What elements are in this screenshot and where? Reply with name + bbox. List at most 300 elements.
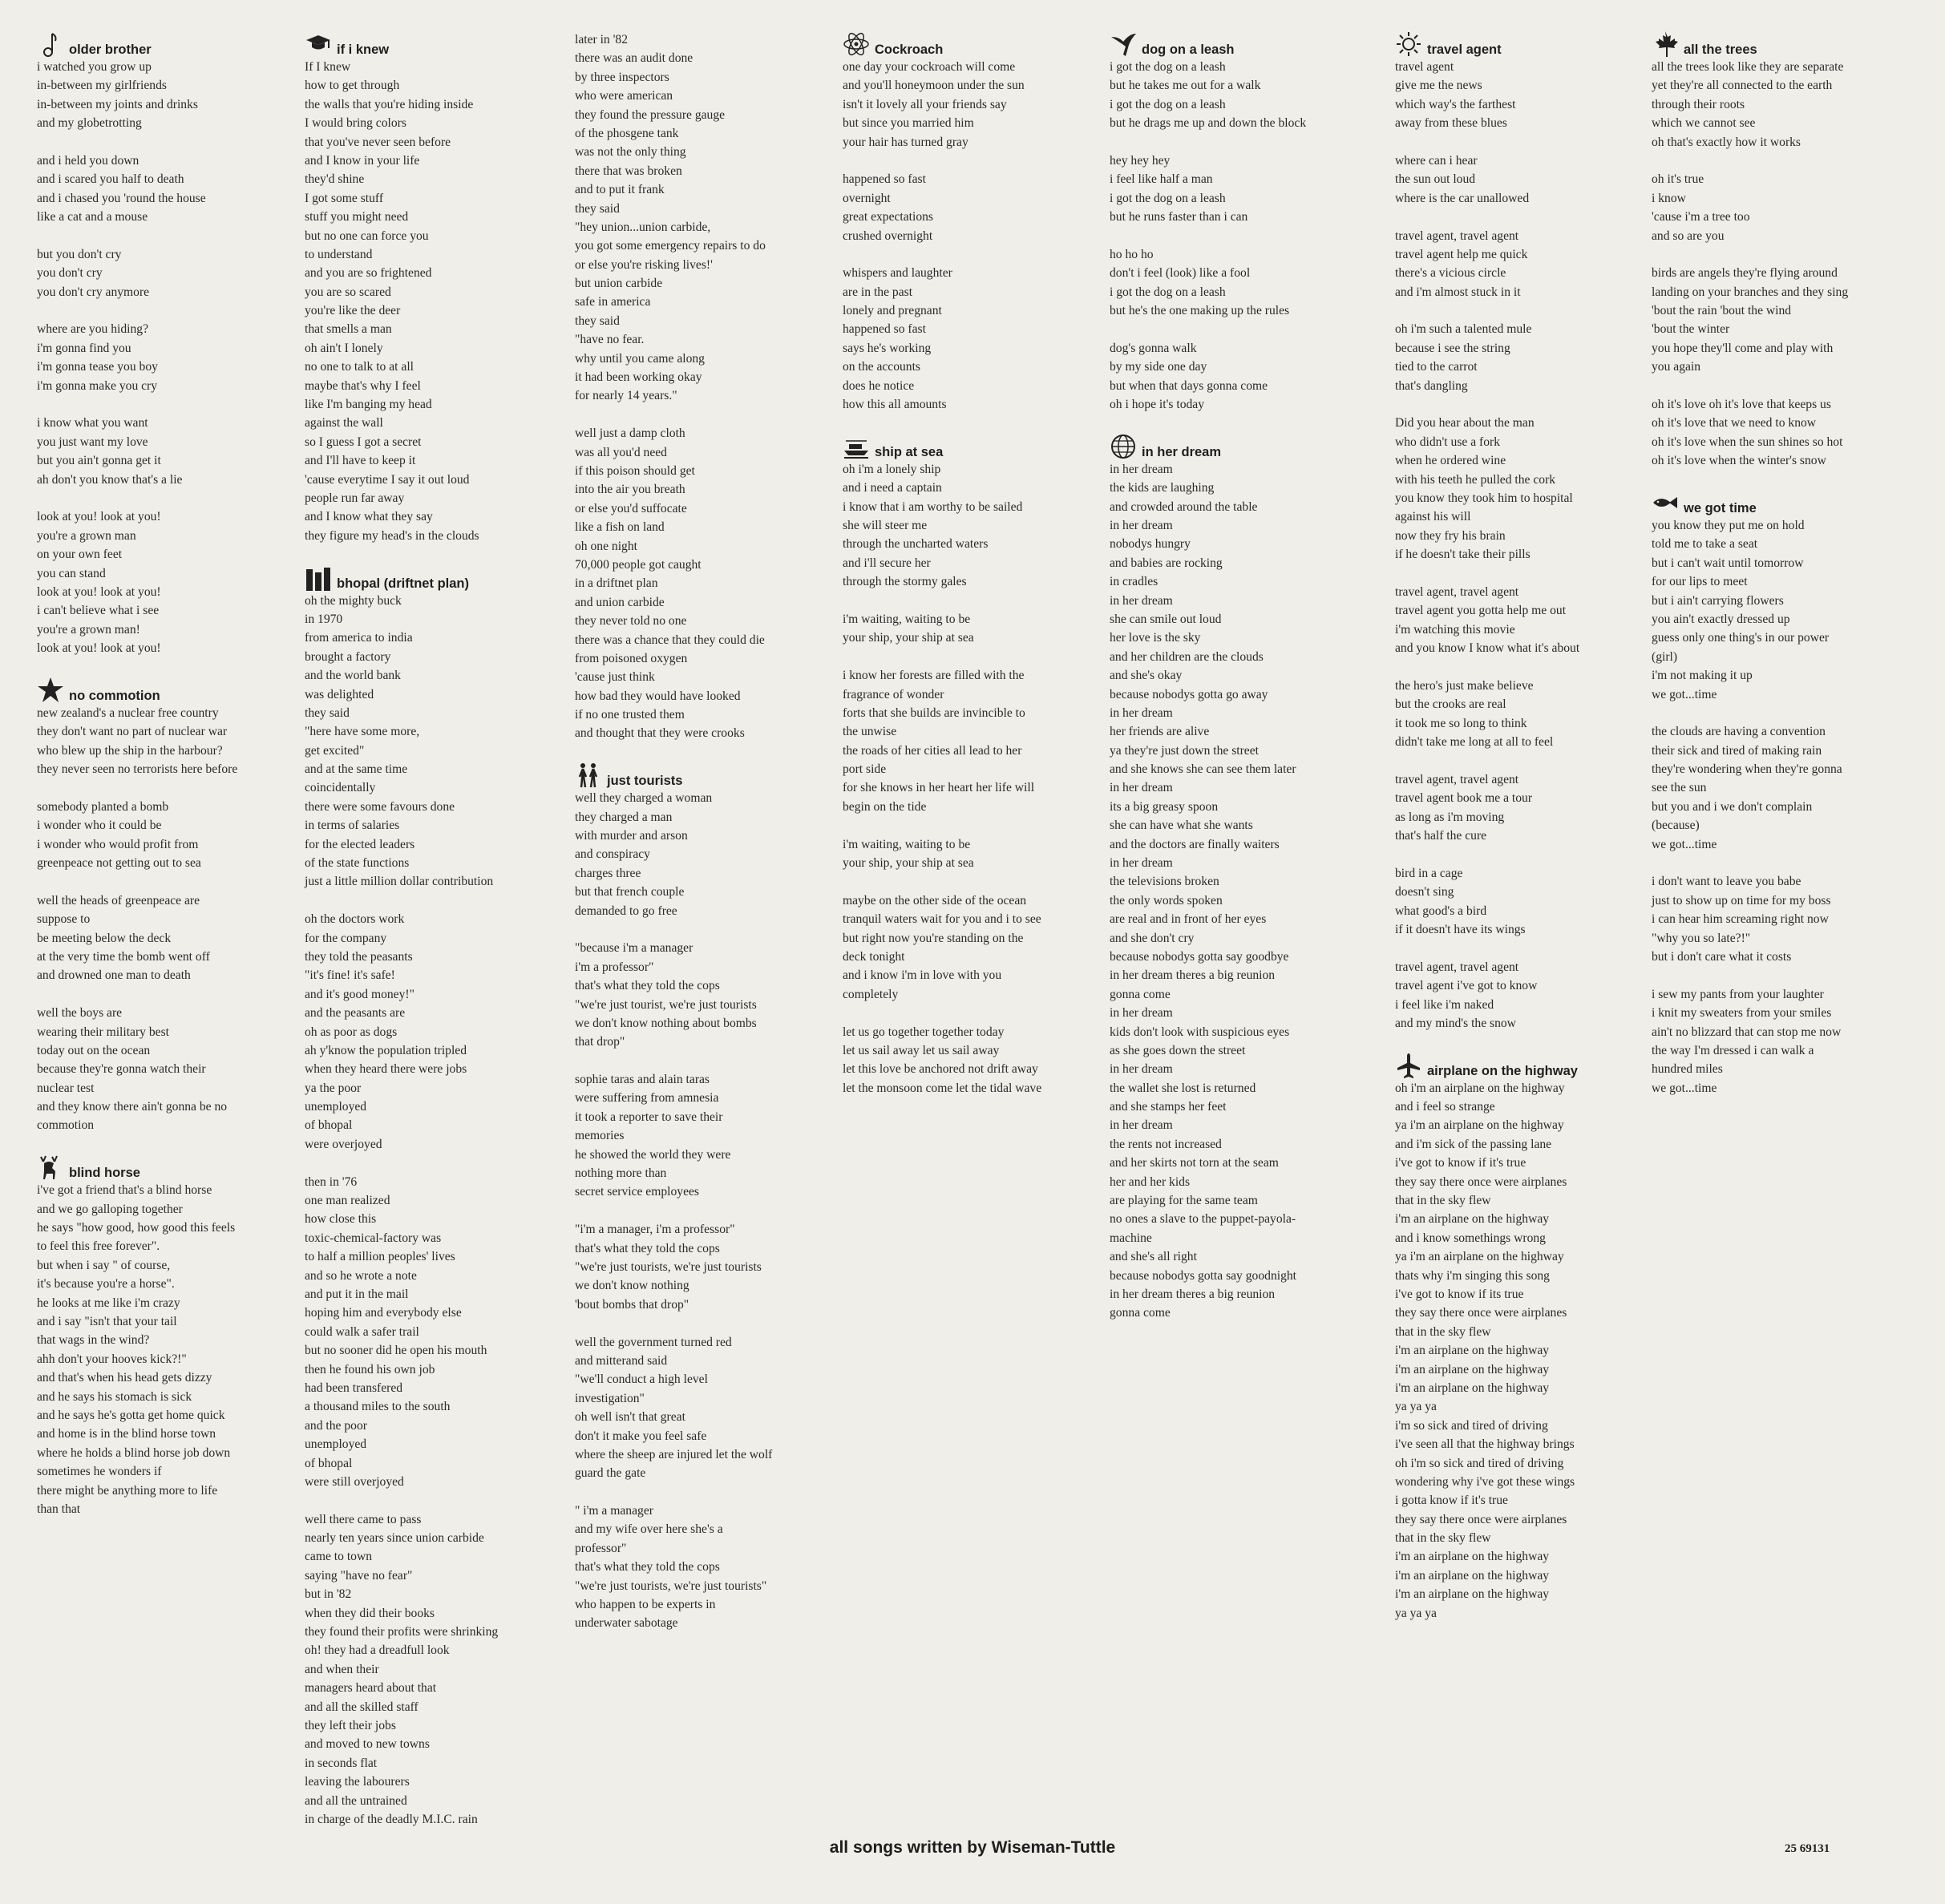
lyric-line: brought a factory xyxy=(305,649,391,664)
stanza xyxy=(843,610,1083,648)
lyric-line: one man realized xyxy=(305,1194,390,1208)
lyric-line: that's half the cure xyxy=(1395,829,1487,843)
lyric-line: I would bring colors xyxy=(305,116,406,131)
lyric-line: i've seen all that the highway brings xyxy=(1395,1437,1575,1452)
lyric-line: they found their profits were shrinking xyxy=(305,1625,499,1639)
stanza xyxy=(37,798,277,873)
note-icon xyxy=(37,30,64,58)
lyric-line: and the doctors are finally waiters xyxy=(1110,837,1280,851)
lyric-line: there that was broken xyxy=(575,164,682,178)
lyric-line: like I'm banging my head xyxy=(305,398,432,412)
lyric-line: or else you're risking lives!' xyxy=(575,257,713,272)
lyric-line: i'm gonna tease you boy xyxy=(37,360,158,374)
lyric-line: charges three xyxy=(575,866,641,880)
lyric-line: no one to talk to at all xyxy=(305,360,414,374)
lyric-line: we got...time xyxy=(1652,837,1717,851)
song-title-text: in her dream xyxy=(1142,444,1222,459)
lyric-line: because they're gonna watch their xyxy=(37,1062,206,1077)
song xyxy=(305,30,545,545)
lyric-line: "because i'm a manager xyxy=(575,941,693,956)
lyric-line: they said xyxy=(575,313,620,328)
lyric-line: suppose to xyxy=(37,912,91,927)
lyric-line: let us sail away let us sail away xyxy=(843,1043,1000,1057)
lyric-line: was all you'd need xyxy=(575,445,667,459)
lyric-line: that in the sky flew xyxy=(1395,1194,1491,1208)
lyric-line: was delighted xyxy=(305,687,374,701)
lyric-line: then he found his own job xyxy=(305,1362,435,1376)
lyric-line: that in the sky flew xyxy=(1395,1531,1491,1546)
lyric-line: ya i'm an airplane on the highway xyxy=(1395,1118,1564,1133)
lyric-line: the rents not increased xyxy=(1110,1137,1222,1151)
lyric-line: and she's all right xyxy=(1110,1250,1197,1264)
lyric-line: yet they're all connected to the earth xyxy=(1652,79,1833,93)
lyric-line: so I guess I got a secret xyxy=(305,435,422,449)
lyric-line: later in '82 xyxy=(575,33,629,46)
lyric-line: i'm gonna find you xyxy=(37,341,131,355)
star-icon xyxy=(37,677,64,704)
song-title xyxy=(1110,30,1350,58)
stanza xyxy=(1395,414,1636,564)
lyric-line: but i don't care what it costs xyxy=(1652,949,1792,964)
lyric-line: nuclear test xyxy=(37,1081,95,1095)
lyric-line: "it's fine! it's safe! xyxy=(305,968,395,983)
lyric-line: in a driftnet plan xyxy=(575,576,658,591)
globe-icon xyxy=(1110,433,1137,460)
lyric-line: and i'll secure her xyxy=(843,556,931,570)
lyric-line: they say there once were airplanes xyxy=(1395,1306,1567,1320)
song-title-text: bhopal (driftnet plan) xyxy=(337,576,469,591)
lyric-line: through the uncharted waters xyxy=(843,537,989,552)
lyric-line: let this love be anchored not drift away xyxy=(843,1062,1038,1077)
lyric-line: into the air you breath xyxy=(575,483,685,497)
lyric-line: there's a vicious circle xyxy=(1395,266,1506,281)
lyric-line: when they did their books xyxy=(305,1606,435,1620)
lyric-line: they said xyxy=(575,201,620,216)
song-title xyxy=(575,762,815,789)
lyric-line: one day your cockroach will come xyxy=(843,60,1016,74)
song-title xyxy=(1395,1052,1636,1079)
lyric-line: oh it's true xyxy=(1652,172,1704,187)
lyric-line: 'cause just think xyxy=(575,670,655,685)
lyric-line: of bhopal xyxy=(305,1118,353,1133)
lyric-line: all the trees look like they are separate xyxy=(1652,60,1844,74)
lyric-line: and i feel so strange xyxy=(1395,1100,1495,1114)
lyric-line: and the world bank xyxy=(305,669,401,683)
lyric-line: and my mind's the snow xyxy=(1395,1016,1516,1030)
lyric-line: and she knows she can see them later xyxy=(1110,762,1296,777)
lyric-line: but the crooks are real xyxy=(1395,697,1506,712)
lyric-line: there was a chance that they could die xyxy=(575,633,765,647)
lyric-line: crushed overnight xyxy=(843,228,933,243)
lyric-line: and moved to new towns xyxy=(305,1737,430,1752)
stanza xyxy=(1395,1079,1636,1623)
lyric-line: well there came to pass xyxy=(305,1512,422,1526)
lyric-line: in-between my joints and drinks xyxy=(37,97,198,111)
lyric-line: commotion xyxy=(37,1118,95,1133)
lyric-line: greenpeace not getting out to sea xyxy=(37,856,201,871)
lyric-line: on the accounts xyxy=(843,360,920,374)
lyric-line: lonely and pregnant xyxy=(843,304,942,318)
lyric-line: by three inspectors xyxy=(575,70,669,84)
lyric-line: 'bout the rain 'bout the wind xyxy=(1652,304,1792,318)
lyric-line: were overjoyed xyxy=(305,1137,382,1151)
lyric-line: does he notice xyxy=(843,378,915,393)
lyric-line: because nobodys gotta say goodnight xyxy=(1110,1268,1297,1283)
lyric-line: i don't want to leave you babe xyxy=(1652,875,1801,889)
lyric-line: she can smile out loud xyxy=(1110,612,1222,626)
lyrics-column xyxy=(305,30,545,1848)
lyric-line: but you ain't gonna get it xyxy=(37,454,161,468)
lyric-line: i've got a friend that's a blind horse xyxy=(37,1183,212,1198)
lyric-line: stuff you might need xyxy=(305,210,409,224)
lyric-line: unemployed xyxy=(305,1437,367,1452)
lyric-line: well just a damp cloth xyxy=(575,426,685,441)
lyric-line: and i'm almost stuck in it xyxy=(1395,285,1521,299)
song-title-text: dog on a leash xyxy=(1142,42,1235,57)
stanza xyxy=(37,152,277,227)
lyric-line: are playing for the same team xyxy=(1110,1194,1258,1208)
lyric-line: i'm an airplane on the highway xyxy=(1395,1362,1550,1376)
lyric-line: machine xyxy=(1110,1231,1152,1245)
lyric-line: they never told no one xyxy=(575,614,687,629)
lyric-line: away from these blues xyxy=(1395,116,1507,131)
lyric-line: and put it in the mail xyxy=(305,1288,409,1301)
lyric-line: if he doesn't take their pills xyxy=(1395,548,1531,562)
stanza xyxy=(1652,264,1892,376)
fish-icon xyxy=(1652,489,1679,516)
lyric-line: and my wife over here she's a xyxy=(575,1522,723,1537)
lyric-line: kids don't look with suspicious eyes xyxy=(1110,1025,1290,1039)
stanza xyxy=(1110,460,1350,1323)
lyric-line: that you've never seen before xyxy=(305,135,451,149)
lyric-line: and the poor xyxy=(305,1418,367,1433)
lyric-line: travel agent you gotta help me out xyxy=(1395,604,1567,618)
lyric-line: in-between my girlfriends xyxy=(37,79,167,93)
lyric-line: and you are so frightened xyxy=(305,266,432,281)
lyric-line: ya i'm an airplane on the highway xyxy=(1395,1250,1564,1264)
stanza xyxy=(575,789,815,920)
song-title-text: we got time xyxy=(1684,500,1757,515)
lyric-line: and she's okay xyxy=(1110,669,1183,683)
lyric-line: because nobodys gotta go away xyxy=(1110,687,1268,701)
lyric-line: the wallet she lost is returned xyxy=(1110,1081,1256,1095)
lyric-line: in her dream xyxy=(1110,705,1173,720)
lyric-line: travel agent xyxy=(1395,60,1454,74)
lyric-line: I got some stuff xyxy=(305,191,384,205)
lyric-line: well the government turned red xyxy=(575,1335,732,1349)
stanza xyxy=(575,424,815,743)
lyric-line: see the sun xyxy=(1652,781,1707,795)
lyric-line: and mitterand said xyxy=(575,1353,668,1368)
lyric-line: and they know there ain't gonna be no xyxy=(37,1100,228,1114)
lyric-line: ya ya ya xyxy=(1395,1400,1437,1414)
stanza xyxy=(1395,320,1636,395)
lyric-line: how close this xyxy=(305,1212,377,1227)
lyric-line: in her dream xyxy=(1110,518,1173,532)
lyric-line: you don't cry anymore xyxy=(37,285,150,299)
lyric-line: i feel like half a man xyxy=(1110,172,1213,187)
stanza xyxy=(305,1510,545,1829)
song-title xyxy=(305,564,545,592)
lyric-line: tied to the carrot xyxy=(1395,360,1478,374)
lyric-line: underwater sabotage xyxy=(575,1616,678,1631)
lyric-line: "we're just tourist, we're just tourists xyxy=(575,997,757,1012)
lyric-line: and i scared you half to death xyxy=(37,172,184,187)
stanza xyxy=(843,1023,1083,1098)
lyric-line: they never seen no terrorists here before xyxy=(37,762,238,777)
lyric-line: why until you came along xyxy=(575,351,705,366)
stanza xyxy=(1395,152,1636,208)
lyric-line: it's because you're a horse". xyxy=(37,1277,175,1292)
lyric-line: they said xyxy=(305,705,350,720)
song-title-text: travel agent xyxy=(1427,42,1502,57)
lyrics-column xyxy=(1652,30,1892,1116)
lyric-line: you again xyxy=(1652,360,1701,374)
lyric-line: and I'll have to keep it xyxy=(305,454,416,468)
lyric-line: of the phosgene tank xyxy=(575,126,679,140)
lyric-line: 'bout bombs that drop" xyxy=(575,1297,689,1312)
lyric-line: who blew up the ship in the harbour? xyxy=(37,743,223,758)
lyric-line: that wags in the wind? xyxy=(37,1333,150,1348)
song xyxy=(843,433,1083,1098)
lyric-line: he says "how good, how good this feels xyxy=(37,1221,236,1235)
lyric-line: investigation" xyxy=(575,1391,645,1405)
lyric-line: and I know in your life xyxy=(305,153,420,168)
lyric-line: ya ya ya xyxy=(1395,1606,1437,1620)
lyric-line: and i know somethings wrong xyxy=(1395,1231,1546,1245)
lyric-line: and home is in the blind horse town xyxy=(37,1427,216,1441)
song-title xyxy=(305,30,545,58)
stanza xyxy=(37,704,277,779)
lyric-line: but i ain't carrying flowers xyxy=(1652,593,1784,608)
song-title xyxy=(37,1154,277,1181)
song-title-text: airplane on the highway xyxy=(1427,1063,1578,1078)
lyric-line: of the state functions xyxy=(305,856,410,871)
stanza xyxy=(1652,516,1892,704)
lyric-line: travel agent, travel agent xyxy=(1395,584,1519,599)
lyric-line: but i can't wait until tomorrow xyxy=(1652,556,1804,570)
lyric-line: the unwise xyxy=(843,725,897,739)
lyric-line: happened so fast xyxy=(843,322,926,337)
lyric-line: to feel this free forever". xyxy=(37,1239,160,1254)
factory-icon xyxy=(305,564,332,592)
lyric-line: with his teeth he pulled the cork xyxy=(1395,472,1556,487)
lyric-line: oh it's love when the sun shines so hot xyxy=(1652,435,1843,449)
lyric-line: managers heard about that xyxy=(305,1681,437,1696)
lyric-line: and thought that they were crooks xyxy=(575,726,745,741)
lyric-line: ahh don't your hooves kick?!" xyxy=(37,1352,187,1366)
lyric-line: hey hey hey xyxy=(1110,153,1171,168)
lyric-line: If I knew xyxy=(305,60,351,74)
song-title-text: Cockroach xyxy=(875,42,944,57)
lyric-line: and all the untrained xyxy=(305,1793,407,1808)
lyric-line: and I know what they say xyxy=(305,510,433,524)
lyric-line: and it's good money!" xyxy=(305,987,414,1001)
lyric-line: travel agent, travel agent xyxy=(1395,772,1519,786)
stanza xyxy=(305,910,545,1154)
lyric-line: but since you married him xyxy=(843,116,974,131)
lyric-line: for the company xyxy=(305,931,387,945)
graduation-cap-icon xyxy=(305,30,332,58)
lyric-line: as she goes down the street xyxy=(1110,1043,1246,1057)
song xyxy=(37,677,277,1135)
lyric-line: saying "have no fear" xyxy=(305,1568,413,1583)
lyric-line: i know what you want xyxy=(37,416,148,431)
lyric-line: and i need a captain xyxy=(843,481,942,495)
stanza xyxy=(843,666,1083,816)
lyric-line: in her dream xyxy=(1110,781,1173,795)
lyric-line: how to get through xyxy=(305,79,400,93)
lyric-line: well they charged a woman xyxy=(575,791,713,806)
stanza xyxy=(1652,170,1892,245)
lyric-line: 'cause everytime I say it out loud xyxy=(305,472,470,487)
lyric-line: but when i say " of course, xyxy=(37,1258,171,1272)
song-title-text: if i knew xyxy=(337,42,390,57)
lyric-line: i got the dog on a leash xyxy=(1110,60,1226,74)
lyric-line: "have no fear. xyxy=(575,333,645,347)
lyric-line: he looks at me like i'm crazy xyxy=(37,1296,180,1310)
lyric-line: had been transfered xyxy=(305,1381,403,1395)
lyric-line: than that xyxy=(37,1502,81,1516)
stanza xyxy=(575,939,815,1051)
lyric-line: came to town xyxy=(305,1550,373,1564)
lyric-line: and her skirts not torn at the seam xyxy=(1110,1156,1279,1170)
lyric-line: i can hear him screaming right now xyxy=(1652,912,1829,927)
lyric-line: but when that days gonna come xyxy=(1110,378,1268,393)
lyric-line: and that's when his head gets dizzy xyxy=(37,1371,212,1385)
lyric-line: when they heard there were jobs xyxy=(305,1062,467,1077)
lyric-line: she will steer me xyxy=(843,518,928,532)
lyric-line: and she don't cry xyxy=(1110,931,1195,945)
lyric-line: ho ho ho xyxy=(1110,247,1154,261)
lyric-line: and at the same time xyxy=(305,762,408,777)
lyric-line: unemployed xyxy=(305,1100,367,1114)
song xyxy=(575,762,815,1633)
lyric-line: but he drags me up and down the block xyxy=(1110,116,1307,131)
lyric-line: against the wall xyxy=(305,416,383,431)
lyric-line: oh i'm so sick and tired of driving xyxy=(1395,1456,1564,1470)
song xyxy=(575,30,815,743)
bird-icon xyxy=(1110,30,1137,58)
lyric-line: i got the dog on a leash xyxy=(1110,97,1226,111)
song xyxy=(1110,30,1350,414)
lyric-line: "we're just tourists, we're just tourists" xyxy=(575,1579,767,1593)
lyric-line: they don't want no part of nuclear war xyxy=(37,725,228,739)
lyric-line: i'm an airplane on the highway xyxy=(1395,1344,1550,1358)
lyric-line: i'm waiting, waiting to be xyxy=(843,612,971,626)
stanza xyxy=(37,891,277,985)
lyric-line: but he runs faster than i can xyxy=(1110,210,1248,224)
lyric-line: and i say "isn't that your tail xyxy=(37,1315,177,1328)
song-title xyxy=(37,677,277,704)
lyric-line: professor" xyxy=(575,1541,627,1555)
lyric-line: your hair has turned gray xyxy=(843,135,968,149)
lyric-line: i sew my pants from your laughter xyxy=(1652,987,1824,1001)
lyric-line: that's what they told the cops xyxy=(575,1241,720,1255)
lyric-line: landing on your branches and they sing xyxy=(1652,285,1849,299)
lyric-line: well the heads of greenpeace are xyxy=(37,893,200,908)
lyric-line: be meeting below the deck xyxy=(37,931,172,945)
lyric-line: travel agent, travel agent xyxy=(1395,960,1519,974)
song xyxy=(843,30,1083,414)
song-title xyxy=(37,30,277,58)
lyric-line: in her dream theres a big reunion xyxy=(1110,968,1276,983)
lyric-line: what good's a bird xyxy=(1395,903,1487,918)
stanza xyxy=(37,1004,277,1135)
lyric-line: birds are angels they're flying around xyxy=(1652,266,1838,281)
lyric-line: her love is the sky xyxy=(1110,631,1201,645)
lyric-line: i gotta know if it's true xyxy=(1395,1494,1508,1508)
lyric-line: in her dream xyxy=(1110,1062,1173,1077)
stanza xyxy=(575,1220,815,1314)
lyric-line: through their roots xyxy=(1652,97,1745,111)
lyric-line: and crowded around the table xyxy=(1110,499,1258,514)
stanza xyxy=(1395,58,1636,133)
lyric-line: i know her forests are filled with the xyxy=(843,669,1025,683)
lyric-line: they say there once were airplanes xyxy=(1395,1512,1567,1526)
lyric-line: oh i'm such a talented mule xyxy=(1395,322,1532,337)
lyric-line: maybe on the other side of the ocean xyxy=(843,893,1027,908)
lyric-line: which way's the farthest xyxy=(1395,97,1516,111)
song xyxy=(37,1154,277,1518)
lyric-line: 'bout the winter xyxy=(1652,322,1730,337)
lyric-line: and the peasants are xyxy=(305,1006,406,1021)
lyric-line: (girl) xyxy=(1652,649,1678,664)
lyric-line: somebody planted a bomb xyxy=(37,799,169,814)
lyric-line: at the very time the bomb went off xyxy=(37,949,210,964)
lyric-line: the hero's just make believe xyxy=(1395,678,1534,693)
lyric-line: i knit my sweaters from your smiles xyxy=(1652,1006,1832,1021)
lyric-line: and i held you down xyxy=(37,153,140,168)
lyric-line: you're a grown man! xyxy=(37,622,140,637)
song xyxy=(305,564,545,1829)
lyric-line: are in the past xyxy=(843,285,913,299)
lyric-line: oh the mighty buck xyxy=(305,593,402,608)
stanza xyxy=(1395,583,1636,658)
lyric-line: begin on the tide xyxy=(843,799,927,814)
lyric-line: oh well isn't that great xyxy=(575,1410,685,1425)
lyric-line: oh ain't I lonely xyxy=(305,341,383,355)
song-title-text: just tourists xyxy=(607,774,683,789)
lyric-line: could walk a safer trail xyxy=(305,1324,419,1339)
lyric-line: the televisions broken xyxy=(1110,875,1219,889)
lyric-line: were still overjoyed xyxy=(305,1474,404,1489)
lyric-line: in terms of salaries xyxy=(305,819,400,833)
lyric-line: there were some favours done xyxy=(305,799,455,814)
maple-leaf-icon xyxy=(1652,30,1679,58)
lyric-line: then in '76 xyxy=(305,1174,358,1189)
lyric-line: you ain't exactly dressed up xyxy=(1652,612,1790,626)
lyric-line: in her dream xyxy=(1110,1006,1173,1021)
lyric-line: they charged a man xyxy=(575,810,673,824)
lyric-line: i'm so sick and tired of driving xyxy=(1395,1418,1548,1433)
lyric-line: travel agent help me quick xyxy=(1395,247,1528,261)
lyric-line: safe in america xyxy=(575,295,651,309)
lyric-line: and i know i'm in love with you xyxy=(843,968,1002,983)
lyric-line: and to put it frank xyxy=(575,183,665,197)
lyric-line: forts that she builds are invincible to xyxy=(843,705,1025,720)
lyric-line: i'm waiting, waiting to be xyxy=(843,837,971,851)
lyric-line: you can stand xyxy=(37,566,106,580)
lyric-line: you hope they'll come and play with xyxy=(1652,341,1834,355)
stanza xyxy=(1110,245,1350,321)
lyric-line: i wonder who would profit from xyxy=(37,837,199,851)
stanza xyxy=(843,58,1083,152)
lyric-line: deck tonight xyxy=(843,949,905,964)
lyric-line: your ship, your ship at sea xyxy=(843,631,974,645)
stanza xyxy=(1395,864,1636,940)
lyric-line: great expectations xyxy=(843,210,934,224)
